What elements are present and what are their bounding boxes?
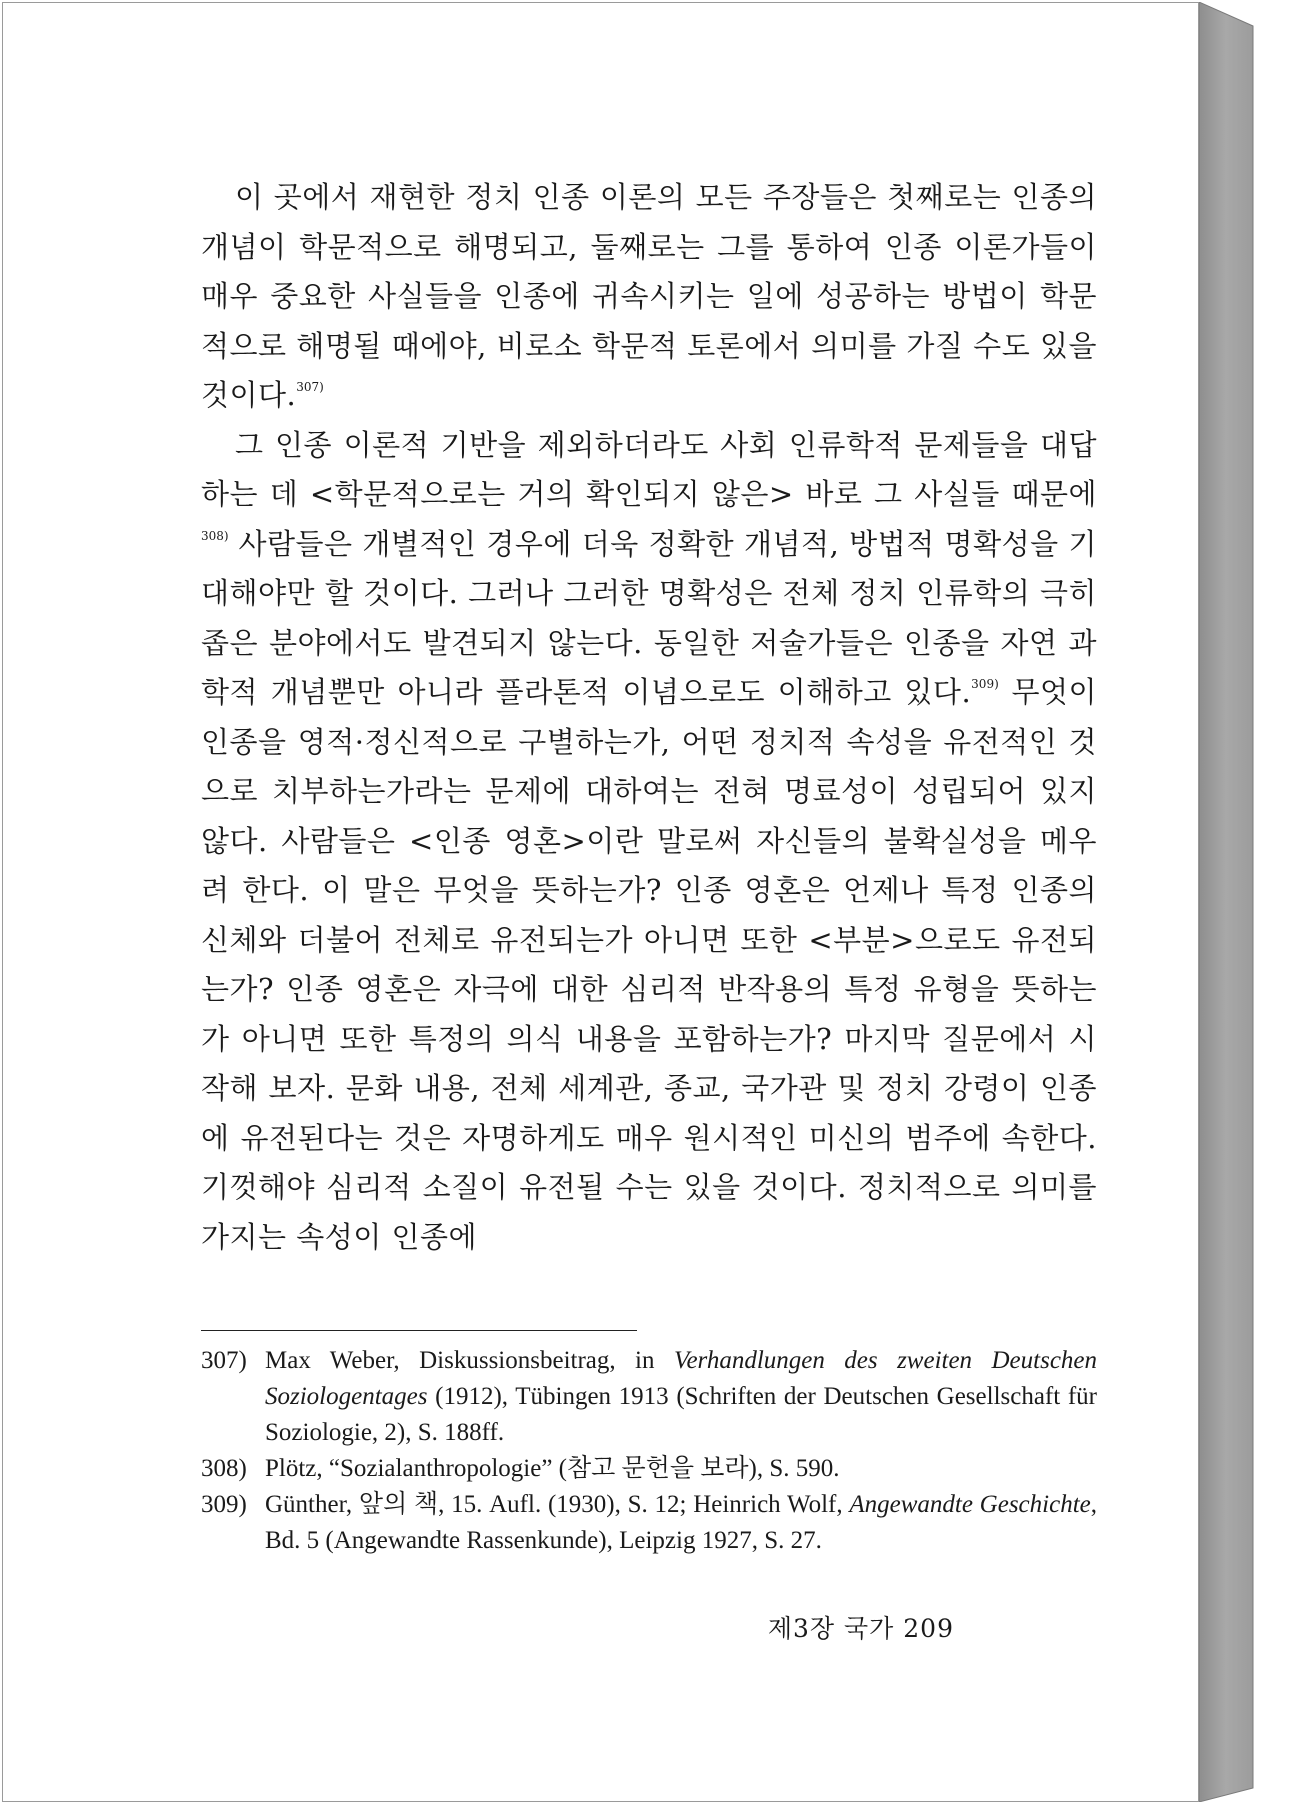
- footnote-title-italic: Angewandte Geschichte: [849, 1491, 1091, 1518]
- footnote-text-part: , Bd. 5 (Angewandte Rassenkunde), Leipzig 1927, S. 27.: [265, 1491, 1097, 1554]
- footnote-divider: [201, 1330, 637, 1331]
- paragraph-2: [201, 421, 1097, 1263]
- footnote-text-part: Günther, 앞의 책, 15. Aufl. (1930), S. 12; Heinrich Wolf,: [265, 1491, 850, 1518]
- running-footer: 제3장 국가 209: [767, 1614, 954, 1643]
- footnotes: [201, 1343, 1097, 1559]
- footnote-text-part: Max Weber, Diskussionsbeitrag, in: [265, 1347, 674, 1374]
- paragraph-2-text-1: 그 인종 이론적 기반을 제외하더라도 사회 인류학적 문제들을 대답하는 데 <학문적으로는 거의 확인되지 않은> 바로 그 사실들 때문에: [201, 427, 1097, 511]
- body-text: [201, 173, 1097, 1262]
- footnote-number: 307): [201, 1347, 247, 1374]
- footnote-title-italic: Verhandlungen des zweiten Deutschen Soziologentages: [265, 1347, 1098, 1410]
- footnote-text-part: (1912), Tübingen 1913 (Schriften der Deutschen Gesellschaft für Soziologie, 2), S. 188ff.: [265, 1383, 1097, 1446]
- paragraph-2-text-2: 사람들은 개별적인 경우에 더욱 정확한 개념적, 방법적 명확성을 기대해야만 할 것이다. 그러나 그러한 명확성은 전체 정치 인류학의 극히 좁은 분야에서도 발견되지 않는다. 동일한 저술가들은 인종을 자연 과학적 개념뿐만 아니라 플라톤적 이념으로도 이해하고 있다.: [201, 526, 1097, 709]
- footnote-text: [265, 1343, 1097, 1451]
- footnote-text: Plötz, “Sozialanthropologie” (참고 문헌을 보라), S. 590.: [265, 1455, 840, 1482]
- footnote-number: 308): [201, 1455, 247, 1482]
- footnote-309: [201, 1487, 1097, 1559]
- book-edge: [1199, 2, 1259, 1802]
- footnote-307: [201, 1343, 1097, 1451]
- paragraph-1-text: 이 곳에서 재현한 정치 인종 이론의 모든 주장들은 첫째로는 인종의 개념이 학문적으로 해명되고, 둘째로는 그를 통하여 인종 이론가들이 매우 중요한 사실들을 인종에 귀속시키는 일에 성공하는 방법이 학문적으로 해명될 때에야, 비로소 학문적 토론에서 의미를 가질 수도 있을 것이다.: [201, 180, 1097, 412]
- paragraph-1: [201, 173, 1097, 421]
- footnote-text: [265, 1487, 1097, 1559]
- footnote-number: 309): [201, 1491, 247, 1518]
- footnote-308: [201, 1451, 1097, 1487]
- footnote-ref-309[interactable]: 309): [971, 677, 999, 691]
- paragraph-2-text-3: 무엇이 인종을 영적·정신적으로 구별하는가, 어떤 정치적 속성을 유전적인 것으로 치부하는가라는 문제에 대하여는 전혀 명료성이 성립되어 있지 않다. 사람들은 <인종 영혼>이란 말로써 자신들의 불확실성을 메우려 한다. 이 말은 무엇을 뜻하는가? 인종 영혼은 언제나 특정 인종의 신체와 더불어 전체로 유전되는가 아니면 또한 <부분>으로도 유전되는가? 인종 영혼은 자극에 대한 심리적 반작용의 특정 유형을 뜻하는가 아니면 또한 특정의 의식 내용을 포함하는가? 마지막 질문에서 시작해 보자. 문화 내용, 전체 세계관, 종교, 국가관 및 정치 강령이 인종에 유전된다는 것은 자명하게도 매우 원시적인 미신의 범주에 속한다. 기껏해야 심리적 소질이 유전될 수는 있을 것이다. 정치적으로 의미를 가지는 속성이 인종에: [201, 675, 1097, 1254]
- book-page: [2, 2, 1199, 1802]
- footnote-ref-308[interactable]: 308): [201, 528, 229, 543]
- footnote-ref-307[interactable]: 307): [296, 380, 324, 394]
